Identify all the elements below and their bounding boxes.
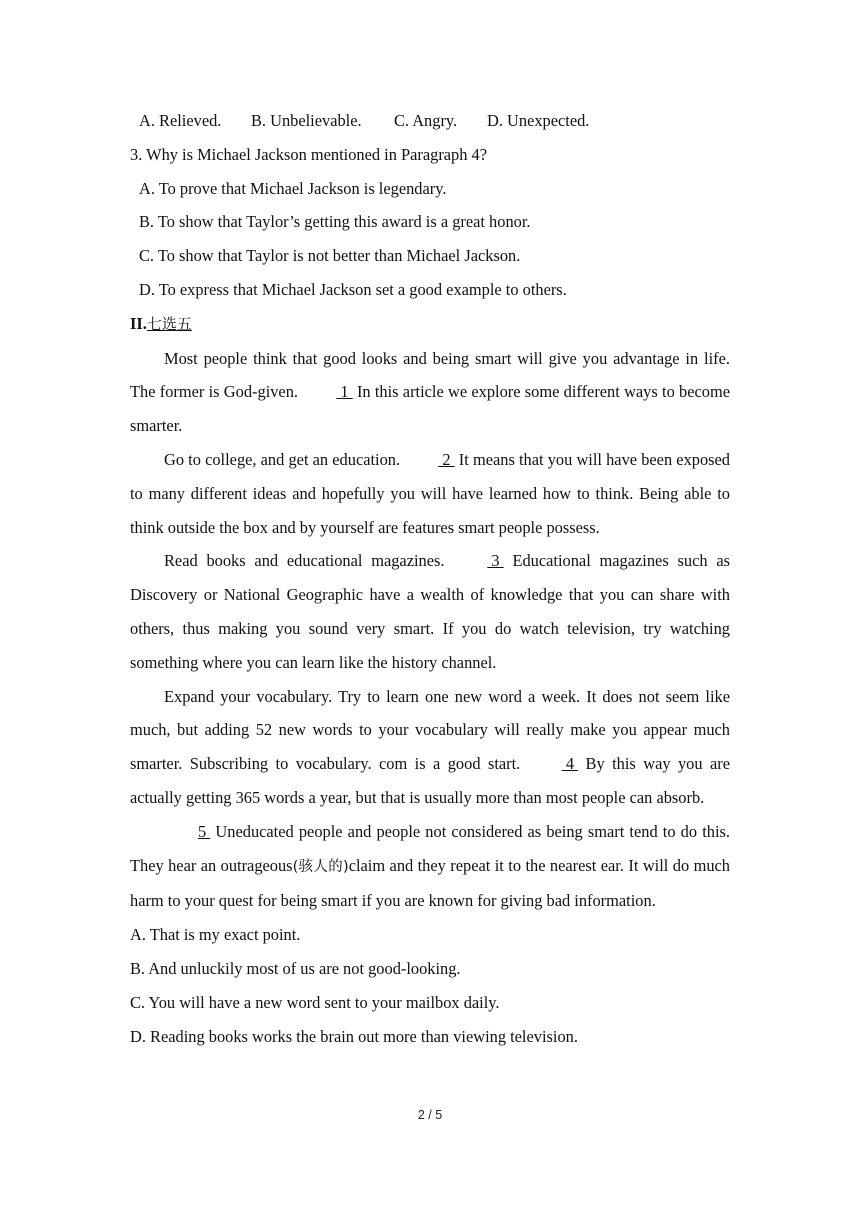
- section-title: 七选五: [146, 314, 192, 333]
- chinese-gloss: (骇人的): [292, 858, 349, 875]
- q2-option-a: A. Relieved.: [139, 111, 222, 130]
- choice-c: C. You will have a new word sent to your mailbox daily.: [130, 992, 500, 1012]
- page-number: 2 / 5: [417, 1108, 443, 1122]
- paragraph-text: Expand your vocabulary. Try to learn one new word a week. It does not seem like much, but adding 52 new words to your vocabulary will really make you appear much smarter. Subscribing to vocabulary. com is a good start.: [130, 686, 730, 774]
- paragraph-text: Read books and educational magazines.: [164, 551, 454, 571]
- paragraph-text: claim and they repeat it to the nearest ear. It will do much harm to your quest for being smart if you are known for giving bad information.: [130, 855, 730, 911]
- q2-option-c: C. Angry.: [394, 111, 458, 130]
- paragraph-text: In this article we explore some different ways to become smarter.: [130, 382, 730, 436]
- blank-1: 1: [336, 382, 353, 402]
- paragraph-text: Most people think that good looks and being smart will give you advantage in life. The former is God-given.: [130, 348, 730, 402]
- q3-option-b: B. To show that Taylor’s getting this award is a great honor.: [139, 212, 531, 232]
- section-number: II.: [130, 313, 147, 333]
- q3-option-c: C. To show that Taylor is not better than Michael Jackson.: [139, 246, 521, 266]
- passage: [130, 342, 730, 919]
- passage-paragraph-5: [130, 815, 730, 918]
- question-3-stem: 3. Why is Michael Jackson mentioned in Paragraph 4?: [130, 144, 488, 164]
- q2-option-d: D. Unexpected.: [487, 111, 590, 130]
- q3-option-d: D. To express that Michael Jackson set a good example to others.: [139, 279, 567, 299]
- passage-paragraph-4: [130, 680, 730, 815]
- q3-option-a: A. To prove that Michael Jackson is legendary.: [139, 178, 447, 198]
- choice-a: A. That is my exact point.: [130, 925, 301, 945]
- section-heading: [130, 307, 730, 342]
- passage-paragraph-1: [130, 342, 730, 443]
- choice-b: B. And unluckily most of us are not good-looking.: [130, 958, 461, 978]
- blank-4: 4: [561, 754, 579, 774]
- q2-option-b: B. Unbelievable.: [251, 111, 362, 130]
- choice-d: D. Reading books works the brain out more than viewing television.: [130, 1026, 578, 1046]
- paragraph-text: Educational magazines such as Discovery or National Geographic have a wealth of knowledge that you can share with others, thus making you sound very smart. If you do watch television, try watching something where you can learn like the history channel.: [130, 551, 730, 672]
- paragraph-text: Go to college, and get an education.: [164, 449, 405, 469]
- paragraph-text: Uneducated people and people not considered as being smart tend to do this. They hear an outrageous: [130, 821, 730, 875]
- passage-paragraph-2: [130, 443, 730, 544]
- paragraph-text: It means that you will have been exposed to many different ideas and hopefully you will have learned how to think. Being able to think outside the box and by yourself are features smart people possess.: [130, 449, 731, 537]
- passage-paragraph-3: [130, 544, 730, 679]
- question-2-options: [130, 104, 730, 138]
- blank-5: 5: [198, 821, 211, 841]
- paragraph-text: By this way you are actually getting 365 words a year, but that is usually more than most people can absorb.: [130, 754, 731, 807]
- page-content: [130, 104, 730, 1053]
- blank-2: 2: [438, 449, 455, 469]
- blank-3: 3: [487, 551, 504, 571]
